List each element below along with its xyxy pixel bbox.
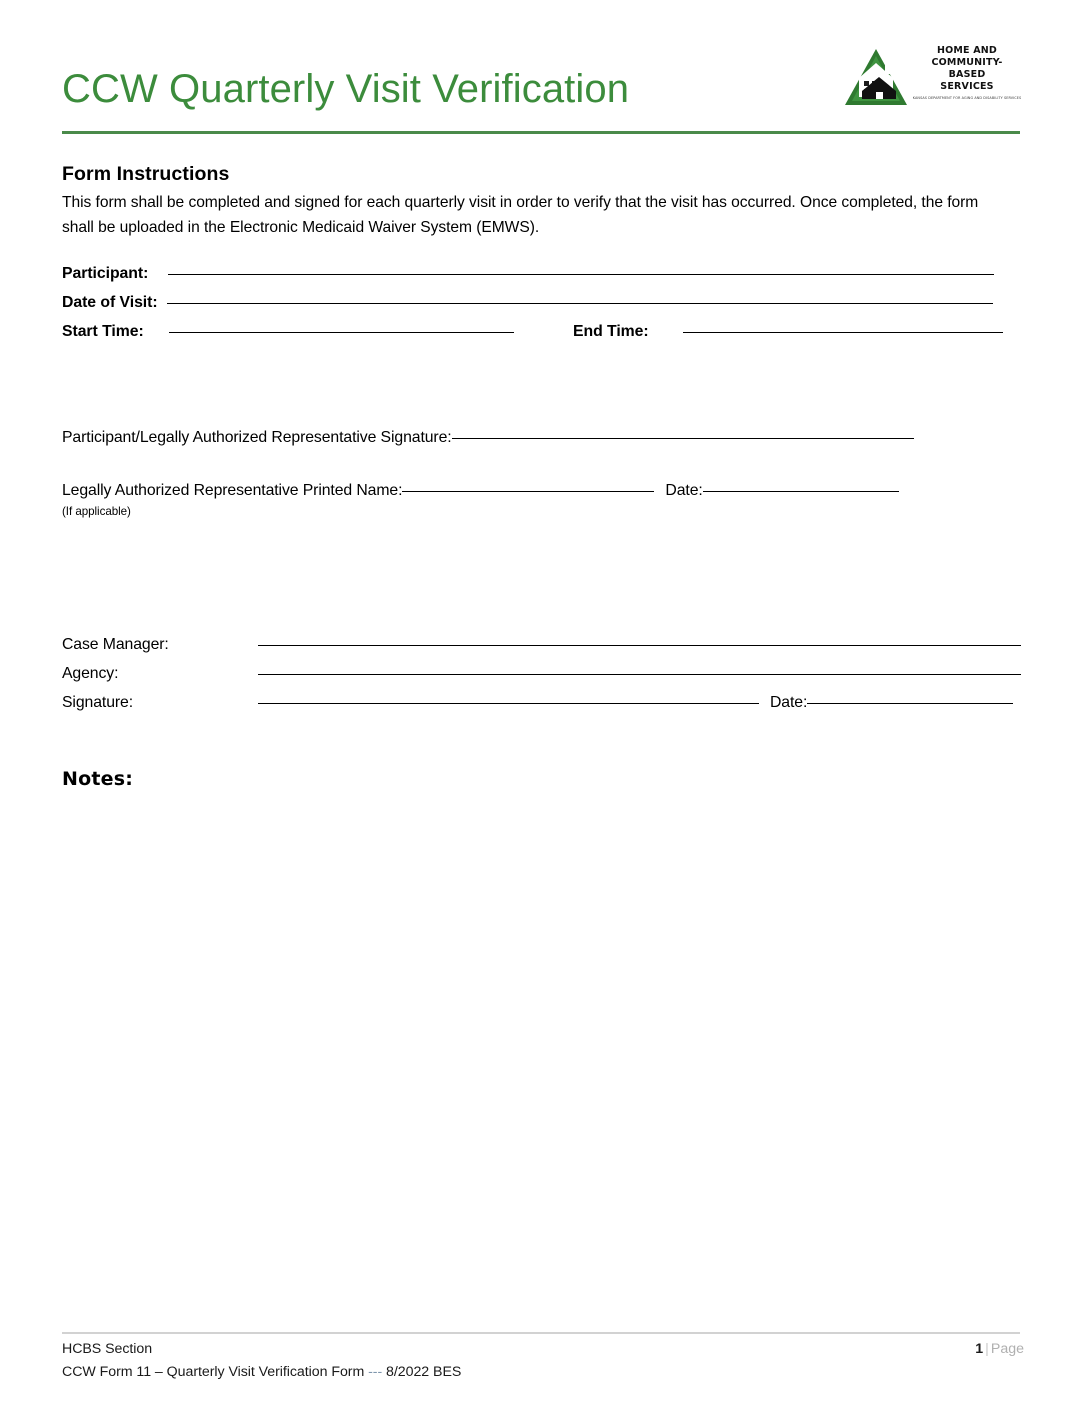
case-manager-date-label: Date:	[770, 694, 808, 711]
case-manager-signature-label: Signature:	[62, 694, 134, 711]
end-time-input[interactable]	[683, 332, 1003, 333]
agency-label: Agency:	[62, 665, 119, 682]
case-manager-input[interactable]	[258, 645, 1021, 646]
agency-row	[62, 665, 1021, 683]
logo-line-2: COMMUNITY-	[931, 57, 1003, 68]
case-manager-label: Case Manager:	[62, 636, 169, 653]
footer-dashes: ---	[368, 1364, 383, 1380]
footer-form-id-text: CCW Form 11 – Quarterly Visit Verification Form	[62, 1364, 369, 1380]
page-number-value: 1	[975, 1341, 984, 1357]
case-manager-row	[62, 636, 1021, 654]
participant-input[interactable]	[168, 274, 994, 275]
hcbs-logo-text	[911, 45, 1023, 101]
participant-signature-label: Participant/Legally Authorized Representative Signature:	[62, 429, 452, 446]
case-manager-date-input[interactable]	[807, 703, 1013, 704]
hcbs-logo	[843, 33, 1023, 133]
page-number-separator: |	[985, 1341, 989, 1357]
case-manager-signature-input[interactable]	[258, 703, 759, 704]
case-manager-signature-row	[62, 694, 1013, 712]
logo-line-1: HOME AND	[936, 45, 998, 56]
agency-input[interactable]	[258, 674, 1021, 675]
participant-label: Participant:	[62, 265, 149, 282]
end-time-label: End Time:	[573, 323, 649, 340]
date-of-visit-label: Date of Visit:	[62, 294, 158, 311]
footer-divider	[62, 1332, 1020, 1334]
notes-heading: Notes:	[62, 768, 134, 790]
logo-line-3: BASED	[948, 69, 986, 80]
start-time-label: Start Time:	[62, 323, 144, 340]
date-of-visit-input[interactable]	[167, 303, 993, 304]
hcbs-triangle-house-logo-icon	[843, 47, 909, 109]
start-time-field-row	[62, 323, 514, 341]
participant-signature-row	[62, 429, 914, 447]
notes-area[interactable]	[62, 800, 1020, 1300]
form-instructions-body: This form shall be completed and signed for each quarterly visit in order to verify that the visit has occurred. Once completed, the form shall be uploaded in the Electronic Medicaid Waiver System (EMWS).	[62, 194, 979, 236]
lar-printed-name-input[interactable]	[402, 491, 654, 492]
lar-date-label: Date:	[665, 482, 703, 499]
footer-section-label: HCBS Section	[62, 1341, 153, 1357]
footer-form-date: 8/2022 BES	[382, 1364, 462, 1380]
footer-page-number	[975, 1341, 1024, 1357]
start-time-input[interactable]	[169, 332, 514, 333]
if-applicable-note: (If applicable)	[62, 505, 131, 518]
participant-field-row	[62, 265, 994, 283]
form-instructions-heading: Form Instructions	[62, 163, 230, 185]
footer-form-id	[62, 1364, 461, 1380]
lar-printed-name-row	[62, 482, 899, 500]
lar-printed-name-label: Legally Authorized Representative Printed Name:	[62, 482, 403, 499]
date-of-visit-field-row	[62, 294, 993, 312]
page-title: CCW Quarterly Visit Verification	[62, 67, 630, 111]
participant-signature-input[interactable]	[452, 438, 914, 439]
end-time-field-row	[573, 323, 1003, 341]
lar-date-input[interactable]	[703, 491, 899, 492]
page-number-word: Page	[990, 1341, 1024, 1357]
logo-subtext: KANSAS DEPARTMENT FOR AGING AND DISABILITY SERVICES	[912, 96, 1022, 100]
document-header	[0, 0, 1088, 140]
logo-line-4: SERVICES	[940, 81, 994, 92]
